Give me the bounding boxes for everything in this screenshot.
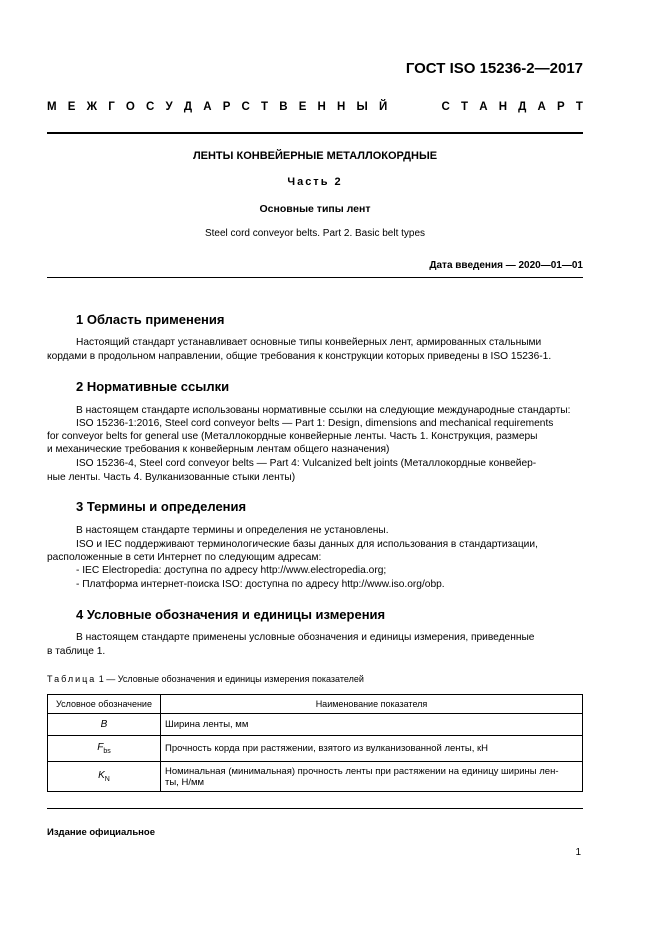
column-header-symbol: Условное обозначение — [48, 695, 161, 714]
symbol-cell — [48, 736, 161, 762]
page-number: 1 — [575, 847, 581, 858]
official-edition-label: Издание официальное — [47, 827, 155, 838]
description-line: Номинальная (минимальная) прочность ленты при растяжении на единицу ширины лен- — [165, 765, 559, 777]
interstate-letter: Р — [557, 101, 565, 113]
interstate-letter: С — [146, 101, 155, 113]
description-line: ты, Н/мм — [165, 776, 205, 788]
header-rule — [47, 132, 583, 134]
section-3-line: расположенные в сети Интернет по следующим адресам: — [47, 552, 322, 563]
table-caption-text: 1 — Условные обозначения и единицы измерения показателей — [96, 674, 364, 684]
interstate-letter: А — [479, 101, 488, 113]
interstate-letter — [398, 101, 401, 113]
description-cell: Ширина ленты, мм — [161, 714, 583, 736]
section-4-heading: 4 Условные обозначения и единицы измерения — [76, 607, 386, 622]
interstate-letter: Е — [67, 101, 76, 113]
interstate-letter: С — [441, 101, 450, 113]
interstate-letter: Ж — [86, 101, 98, 113]
interstate-letter: Д — [183, 101, 193, 113]
interstate-letter: Т — [461, 101, 469, 113]
section-3-line: - Платформа интернет-поиска ISO: доступна по адресу http://www.iso.org/obp. — [76, 579, 445, 590]
section-2-line: ISO 15236-4, Steel cord conveyor belts — Part 4: Vulcanized belt joints (Металлокордные конвейер- — [76, 458, 537, 469]
interstate-letter: У — [165, 101, 173, 113]
interstate-letter: Н — [498, 101, 507, 113]
section-2-line: for conveyor belts for general use (Металлокордные конвейерные ленты. Часть 1. Конструкция, размеры — [47, 431, 538, 442]
description-cell: Прочность корда при растяжении, взятого из вулканизованной ленты, кН — [161, 736, 583, 762]
section-1-heading: 1 Область применения — [76, 312, 225, 327]
interstate-letter: Н — [317, 101, 326, 113]
interstate-letter: Ы — [356, 101, 368, 113]
interstate-letter: Р — [222, 101, 231, 113]
interstate-letter — [413, 101, 416, 113]
column-header-name: Наименование показателя — [161, 695, 583, 714]
symbol-cell — [48, 714, 161, 736]
section-3-line: - IEC Electropedia: доступна по адресу http://www.electropedia.org; — [76, 565, 387, 576]
document-code: ГОСТ ISO 15236-2—2017 — [405, 60, 583, 77]
section-2-heading: 2 Нормативные ссылки — [76, 379, 230, 394]
symbol-letter: K — [98, 770, 105, 781]
interstate-letter: Г — [108, 101, 115, 113]
symbols-table — [47, 694, 583, 792]
part-label: Часть 2 — [287, 176, 343, 188]
table-row — [48, 714, 583, 736]
interstate-letter: Е — [298, 101, 307, 113]
interstate-letter — [427, 101, 430, 113]
section-1-line: кордами в продольном направлении, общие требования к конструкции которых приведены в ISO 15236-1. — [47, 351, 552, 362]
interstate-standard-heading — [47, 101, 583, 113]
section-3-line: ISO и IEC поддерживают терминологические базы данных для использования в стандартизации, — [76, 539, 538, 550]
section-2-line: ные ленты. Часть 4. Вулканизованные стыки ленты) — [47, 472, 296, 483]
document-title: ЛЕНТЫ КОНВЕЙЕРНЫЕ МЕТАЛЛОКОРДНЫЕ — [192, 150, 438, 162]
document-subtitle: Основные типы лент — [259, 203, 371, 215]
section-1-line: Настоящий стандарт устанавливает основные типы конвейерных лент, армированных стальными — [76, 337, 542, 348]
table-row — [48, 762, 583, 792]
date-rule — [47, 277, 583, 278]
interstate-letter: Т — [575, 101, 583, 113]
interstate-letter: Н — [337, 101, 346, 113]
section-3-line: В настоящем стандарте термины и определения не установлены. — [76, 525, 389, 536]
section-4-line: В настоящем стандарте применены условные обозначения и единицы измерения, приведенные — [76, 632, 535, 643]
interstate-letter: С — [241, 101, 250, 113]
interstate-letter: А — [537, 101, 546, 113]
symbol-letter: F — [97, 742, 104, 753]
interstate-letter: А — [203, 101, 212, 113]
section-2-line: ISO 15236-1:2016, Steel cord conveyor belts — Part 1: Design, dimensions and mechanical requirements — [76, 418, 554, 429]
section-2-line: и механические требования к конвейерным лентам общего назначения) — [47, 444, 390, 455]
section-2-line: В настоящем стандарте использованы нормативные ссылки на следующие международные стандарты: — [76, 405, 571, 416]
symbol-cell — [48, 762, 161, 792]
english-title: Steel cord conveyor belts. Part 2. Basic belt types — [204, 228, 426, 239]
symbol-subscript: bs — [103, 748, 111, 755]
interstate-letter: М — [47, 101, 57, 113]
interstate-letter: Т — [261, 101, 269, 113]
interstate-letter: О — [125, 101, 135, 113]
table-header-row — [48, 695, 583, 714]
interstate-letter: В — [279, 101, 288, 113]
table-caption — [47, 674, 364, 684]
section-4-line: в таблице 1. — [47, 646, 106, 657]
interstate-letter: Й — [378, 101, 388, 113]
table-row — [48, 736, 583, 762]
symbol-letter: B — [100, 719, 108, 730]
effective-date: Дата введения — 2020—01—01 — [429, 260, 583, 271]
symbol-subscript: N — [104, 776, 110, 783]
table-caption-label: Таблица — [47, 674, 97, 684]
section-3-heading: 3 Термины и определения — [76, 499, 247, 514]
description-cell — [161, 762, 583, 792]
footer-rule — [47, 808, 583, 809]
interstate-letter: Д — [518, 101, 527, 113]
